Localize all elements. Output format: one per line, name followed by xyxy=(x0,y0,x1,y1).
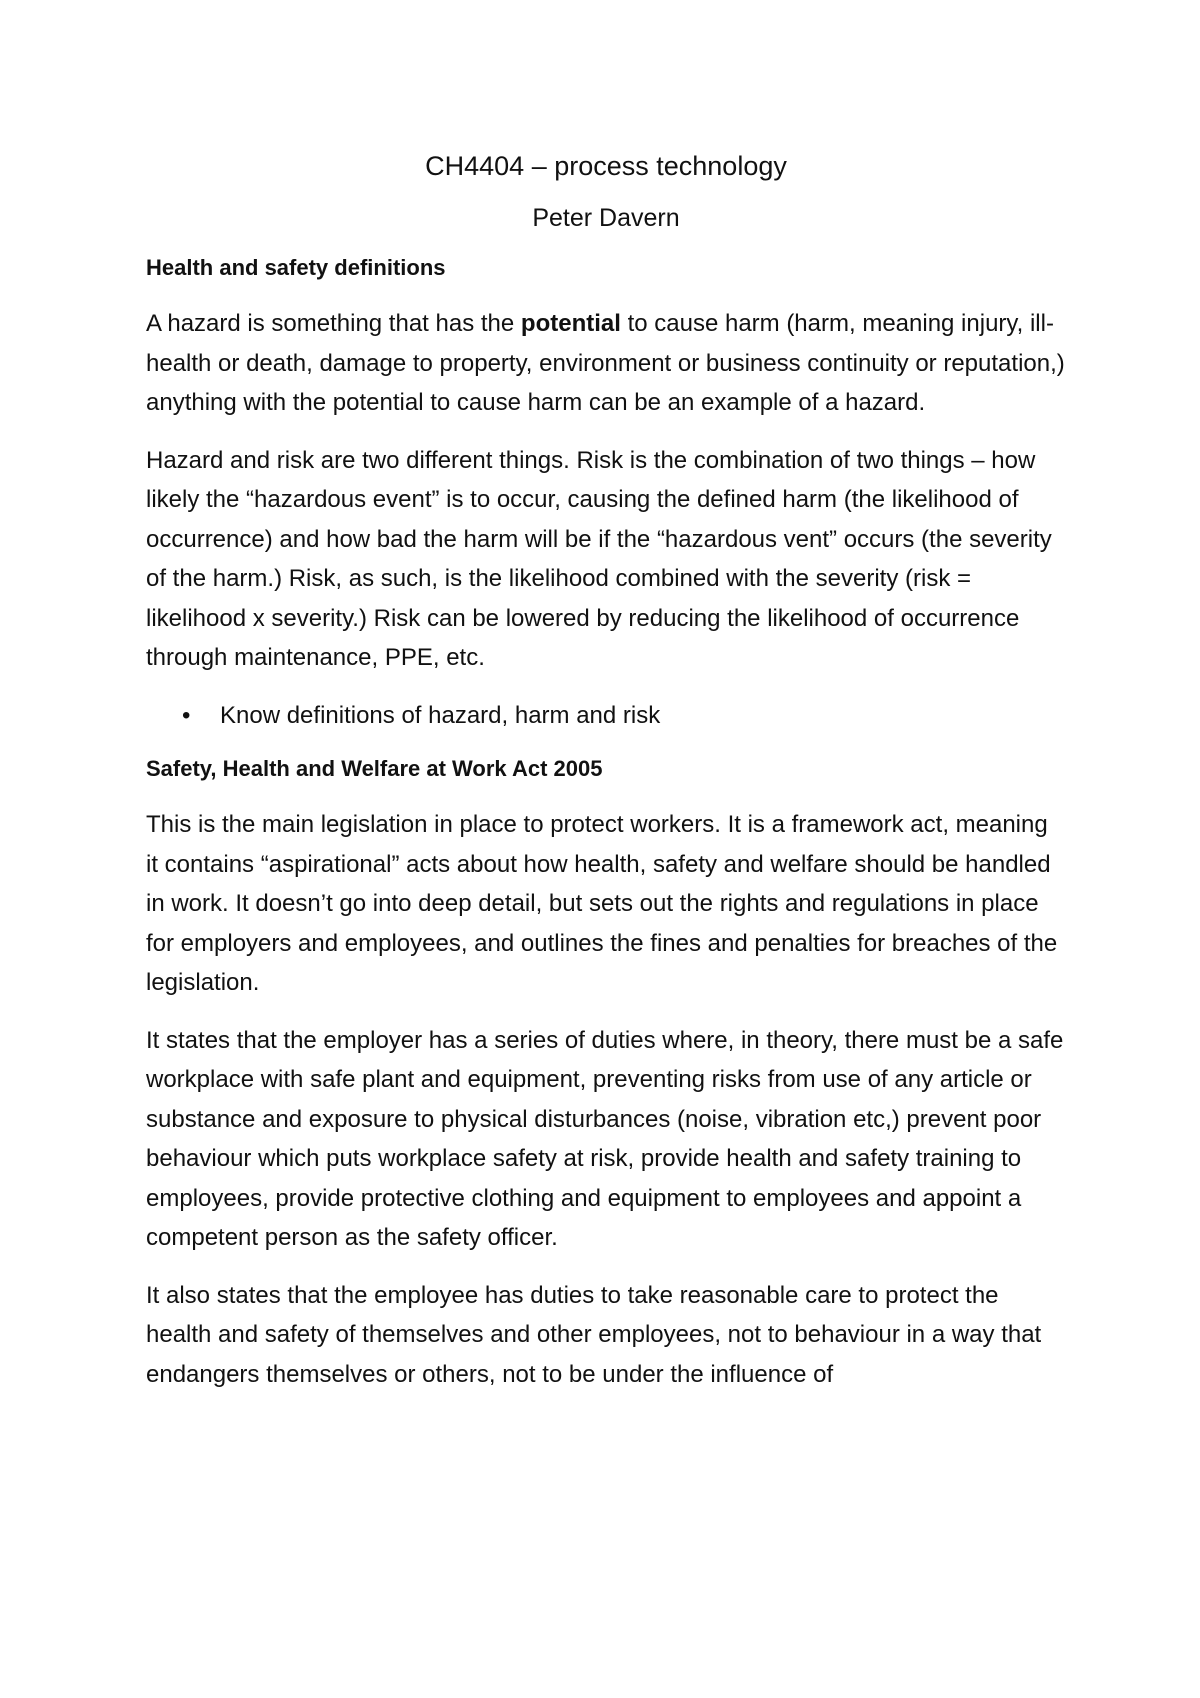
section-heading-safety-act: Safety, Health and Welfare at Work Act 2005 xyxy=(146,756,603,781)
bullet-marker: • xyxy=(182,701,191,729)
paragraph-text: to cause harm (harm, meaning injury, ill-health or death, damage to property, environment or business continuity or reputation,) anything with the potential to cause harm can be an example of a hazard. xyxy=(146,310,1065,416)
bullet-text: Know definitions of hazard, harm and risk xyxy=(220,701,661,729)
section-heading-health-safety-definitions: Health and safety definitions xyxy=(146,255,446,280)
bold-term-potential: potential xyxy=(520,310,621,337)
document-title: CH4404 – process technology xyxy=(425,151,787,181)
document-author: Peter Davern xyxy=(532,204,680,232)
paragraph-hazard-definition xyxy=(146,304,1066,423)
bullet-item xyxy=(146,696,1066,736)
paragraph-employee-duties: It also states that the employee has duties to take reasonable care to protect the health and safety of themselves and other employees, not to behaviour in a way that endangers themselves or others, not to be under the influence of xyxy=(146,1281,1042,1388)
bullet-list xyxy=(146,696,1066,736)
paragraph-employer-duties: It states that the employer has a series of duties where, in theory, there must be a safe workplace with safe plant and equipment, preventing risks from use of any article or substance and exposure to physical disturbances (noise, vibration etc,) prevent poor behaviour which puts workplace safety at risk, provide health and safety training to employees, provide protective clothing and equipment to employees and appoint a competent person as the safety officer. xyxy=(146,1026,1064,1251)
paragraph-legislation-overview: This is the main legislation in place to protect workers. It is a framework act, meaning it contains “aspirational” acts about how health, safety and welfare should be handled in work. It doesn’t go into deep detail, but sets out the rights and regulations in place for employers and employees, and outlines the fines and penalties for breaches of the legislation. xyxy=(146,811,1058,996)
paragraph-hazard-vs-risk: Hazard and risk are two different things. Risk is the combination of two things – how likely the “hazardous event” is to occur, causing the defined harm (the likelihood of occurrence) and how bad the harm will be if the “hazardous vent” occurs (the severity of the harm.) Risk, as such, is the likelihood combined with the severity (risk = likelihood x severity.) Risk can be lowered by reducing the likelihood of occurrence through maintenance, PPE, etc. xyxy=(146,446,1052,671)
paragraph-text: A hazard is something that has the xyxy=(146,310,521,337)
document-body xyxy=(146,146,1066,1412)
